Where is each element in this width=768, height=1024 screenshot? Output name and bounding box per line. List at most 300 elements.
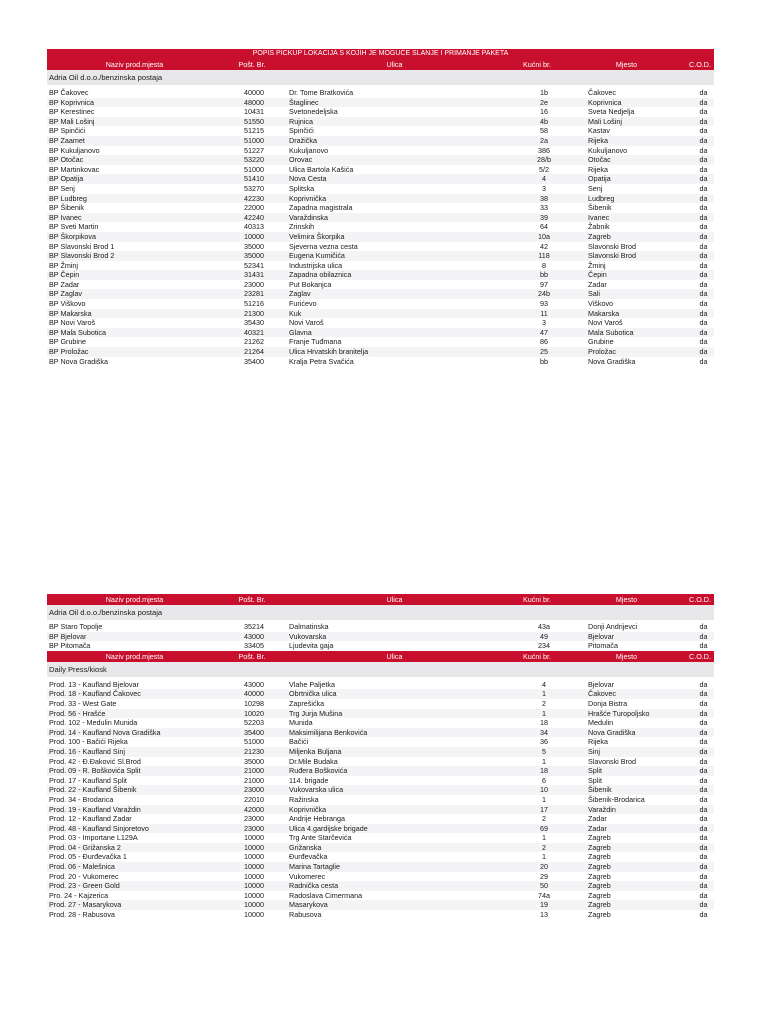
cell-name: BP Ivanec [49,212,82,222]
cell-name: BP Mala Subotica [49,327,107,337]
cell-house-number: 42 [540,241,548,251]
cell-postcode: 31431 [244,270,264,280]
cell-postcode: 43000 [244,631,264,641]
cell-street: Industrijska ulica [289,260,343,270]
cell-name: BP Zaamet [49,135,85,145]
cell-name: Prod. 12 - Kaufland Zadar [49,814,132,824]
cell-postcode: 51000 [244,164,264,174]
cell-postcode: 51000 [244,135,264,145]
cell-house-number: 1 [542,833,546,843]
cell-city: Zagreb [588,871,611,881]
cell-city: Sinj [588,746,600,756]
section-header-adria: Adria Oil d.o.o./benzinska postaja [47,70,714,85]
cell-city: Zagreb [588,842,611,852]
cell-street: Kralja Petra Svačića [289,356,354,366]
cell-cod: da [699,804,708,814]
cell-cod: da [699,135,708,145]
cell-postcode: 23281 [244,289,264,299]
table-row [47,174,714,184]
cell-street: Splitska [289,183,315,193]
cell-name: BP Žminj [49,260,79,270]
cell-city: Zadar [588,279,607,289]
cell-name: Prod. 22 - Kaufland Šibenik [49,785,137,795]
cell-city: Bjelovar [588,679,614,689]
table-row [47,891,714,901]
cell-postcode: 10000 [244,852,264,862]
cell-postcode: 51215 [244,126,264,136]
table-row [47,270,714,280]
cell-postcode: 10000 [244,900,264,910]
table-row [47,843,714,853]
table-row [47,107,714,117]
table-row [47,910,714,920]
cell-house-number: 8 [542,260,546,270]
cell-house-number: 18 [540,718,548,728]
cell-street: Dr. Tome Bratkovića [289,88,354,97]
cell-postcode: 35000 [244,241,264,251]
cell-cod: da [699,241,708,251]
cell-name: BP Opatija [49,174,84,184]
table-body [47,677,714,920]
cell-city: Šibenik-Brodarica [588,794,645,804]
cell-house-number: 2 [542,814,546,824]
cell-name: BP Senj [49,183,75,193]
cell-house-number: 11 [540,308,548,318]
col-header-street: Ulica [386,651,403,661]
cell-postcode: 51227 [244,145,264,155]
cell-name: Prod. 16 - Kaufland Sinj [49,746,125,756]
cell-cod: da [699,203,708,213]
cell-postcode: 53270 [244,183,264,193]
table-row [47,805,714,815]
cell-postcode: 10000 [244,881,264,891]
cell-house-number: 19 [540,900,548,910]
cell-cod: da [699,785,708,795]
cell-postcode: 10298 [244,698,264,708]
cell-name: BP Grubine [49,337,87,347]
cell-city: Otočac [588,155,611,165]
cell-cod: da [699,251,708,261]
table-title: POPIS PICKUP LOKACIJA S KOJIH JE MOGUĆE SLANJE I PRIMANJE PAKETA [47,49,714,59]
cell-postcode: 35430 [244,318,264,328]
table-row [47,814,714,824]
cell-house-number: 2 [542,842,546,852]
cell-cod: da [699,183,708,193]
col-header-house-number: Kućni br. [523,60,551,69]
col-header-city: Mjesto [615,595,638,604]
cell-street: Rabusova [289,910,322,920]
cell-postcode: 21000 [244,766,264,776]
cell-house-number: 33 [540,203,548,213]
cell-cod: da [699,708,708,718]
cell-street: Kukuljanovo [289,145,329,155]
col-header-cod: C.O.D. [689,651,711,661]
table-row [47,718,714,728]
table-row [47,232,714,242]
cell-house-number: bb [540,356,548,366]
table-row [47,289,714,299]
table-row [47,242,714,252]
cell-cod: da [699,766,708,776]
col-header-house-number: Kućni br. [523,595,551,604]
table-row [47,776,714,786]
cell-postcode: 51000 [244,737,264,747]
table-row [47,357,714,367]
cell-cod: da [699,126,708,136]
cell-postcode: 42230 [244,193,264,203]
cell-name: BP Makarska [49,308,92,318]
col-header-postcode: Pošt. Br. [238,595,266,604]
cell-postcode: 40000 [244,689,264,699]
cell-house-number: 1 [542,794,546,804]
table-row [47,795,714,805]
col-header-cod: C.O.D. [689,60,711,69]
cell-cod: da [699,910,708,920]
cell-name: BP Pitomača [49,641,91,651]
table-row [47,117,714,127]
cell-city: Kukuljanovo [588,145,628,155]
table-row [47,689,714,699]
cell-city: Grubine [588,337,614,347]
cell-house-number: 2e [540,97,548,107]
cell-house-number: 39 [540,212,548,222]
cell-postcode: 40321 [244,327,264,337]
cell-cod: da [699,871,708,881]
col-header-house-number: Kućni br. [523,651,551,661]
cell-cod: da [699,337,708,347]
cell-city: Medulin [588,718,614,728]
cell-name: BP Čakovec [49,88,89,97]
table-header [47,651,714,662]
cell-name: BP Proložac [49,347,89,357]
table-row [47,766,714,776]
table-row [47,833,714,843]
pickup-table-2 [47,594,714,920]
table-row [47,126,714,136]
col-header-postcode: Pošt. Br. [238,60,266,69]
cell-postcode: 52341 [244,260,264,270]
col-header-street: Ulica [386,60,403,69]
cell-house-number: 86 [540,337,548,347]
cell-house-number: 2 [542,698,546,708]
cell-street: Ulica Bartola Kašića [289,164,354,174]
cell-cod: da [699,318,708,328]
table-row [47,747,714,757]
cell-house-number: 1 [542,756,546,766]
cell-postcode: 35000 [244,756,264,766]
table-row [47,213,714,223]
cell-street: Nova Cesta [289,174,327,184]
cell-name: BP Viškovo [49,299,86,309]
cell-street: Sjeverna vezna cesta [289,241,358,251]
cell-name: BP Mali Lošinj [49,116,95,126]
cell-street: Rujnica [289,116,313,126]
cell-name: Prod. 23 - Green Gold [49,881,120,891]
cell-street: Koprivnička [289,193,327,203]
cell-street: 114. brigade [289,775,329,785]
cell-house-number: 36 [540,737,548,747]
cell-cod: da [699,852,708,862]
cell-house-number: 10a [538,231,550,241]
cell-street: Zaglav [289,289,311,299]
table-row [47,680,714,690]
cell-name: BP Spinčići [49,126,86,136]
cell-street: Vlahe Paljetka [289,679,335,689]
table-row [47,862,714,872]
cell-house-number: 47 [540,327,548,337]
cell-city: Makarska [588,308,620,318]
cell-city: Zagreb [588,231,611,241]
cell-city: Mali Lošinj [588,116,622,126]
cell-street: Velimira Škorpika [289,231,345,241]
table-row [47,261,714,271]
table-row [47,165,714,175]
table-row [47,824,714,834]
cell-street: Trg Ante Starčevića [289,833,352,843]
cell-street: Zrinskih [289,222,315,232]
cell-name: Prod. 19 - Kaufland Varaždin [49,804,141,814]
cell-street: Ulica Hrvatskih branitelja [289,347,369,357]
cell-street: Vukovarska ulica [289,785,344,795]
cell-house-number: 118 [538,251,550,261]
cell-cod: da [699,270,708,280]
cell-postcode: 10000 [244,862,264,872]
table-row [47,632,714,642]
cell-name: Prod. 03 - Importane L129A [49,833,138,843]
cell-name: Prod. 13 - Kaufland Bjelovar [49,679,139,689]
cell-house-number: 4 [542,679,546,689]
cell-name: BP Šibenik [49,203,85,213]
cell-city: Zagreb [588,881,611,891]
table-row [47,737,714,747]
cell-house-number: 6 [542,775,546,785]
cell-city: Zagreb [588,910,611,920]
cell-street: Zapadna magistrala [289,203,353,213]
cell-name: BP Novi Varoš [49,318,96,328]
cell-house-number: 234 [538,641,550,651]
cell-postcode: 33405 [244,641,264,651]
cell-house-number: 93 [540,299,548,309]
cell-name: BP Otočac [49,155,84,165]
cell-name: BP Bjelovar [49,631,87,641]
cell-house-number: 34 [540,727,548,737]
table-row [47,900,714,910]
cell-cod: da [699,746,708,756]
cell-street: Ulica 4.gardijske brigade [289,823,368,833]
cell-house-number: 4b [540,116,548,126]
cell-postcode: 42240 [244,212,264,222]
cell-city: Zagreb [588,862,611,872]
cell-house-number: 17 [540,804,548,814]
table-header [47,59,714,70]
table-body [47,620,714,651]
cell-city: Sali [588,289,600,299]
cell-city: Bjelovar [588,631,614,641]
cell-name: Prod. 100 - Bačići Rijeka [49,737,128,747]
table-header [47,594,714,605]
cell-cod: da [699,756,708,766]
table-row [47,88,714,98]
cell-street: Trg Jurja Mušina [289,708,343,718]
cell-postcode: 21264 [244,347,264,357]
table-body [47,85,714,366]
table-row [47,203,714,213]
cell-street: Obrtnička ulica [289,689,337,699]
cell-cod: da [699,881,708,891]
cell-postcode: 40313 [244,222,264,232]
cell-name: BP Škorpikova [49,231,97,241]
cell-city: Pitomača [588,641,618,651]
cell-city: Žabnik [588,222,610,232]
cell-postcode: 10020 [244,708,264,718]
cell-city: Čakovec [588,88,616,97]
table-row [47,98,714,108]
col-header-name: Naziv prod.mjesta [105,651,164,661]
cell-street: Orovac [289,155,313,165]
cell-cod: da [699,145,708,155]
cell-city: Viškovo [588,299,614,309]
cell-cod: da [699,718,708,728]
cell-postcode: 52203 [244,718,264,728]
cell-street: Novi Varoš [289,318,324,328]
table-row [47,155,714,165]
cell-cod: da [699,347,708,357]
cell-street: Marina Tartaglie [289,862,341,872]
cell-postcode: 10000 [244,890,264,900]
cell-name: BP Staro Topolje [49,622,103,631]
table-row [47,622,714,632]
cell-house-number: 24b [538,289,550,299]
cell-postcode: 40000 [244,88,264,97]
cell-city: Zagreb [588,833,611,843]
cell-street: Miljenka Buljana [289,746,342,756]
cell-city: Čepin [588,270,607,280]
cell-name: BP Ludbreg [49,193,87,203]
table-row [47,309,714,319]
cell-name: Prod. 48 - Kaufland Sinjoretovo [49,823,149,833]
cell-city: Zagreb [588,890,611,900]
table-row [47,328,714,338]
cell-street: Dr.Mile Budaka [289,756,338,766]
cell-city: Mala Subotica [588,327,634,337]
cell-street: Ražinska [289,794,319,804]
table-row [47,872,714,882]
cell-street: Furićevo [289,299,317,309]
cell-street: Bačići [289,737,309,747]
cell-cod: da [699,107,708,117]
cell-cod: da [699,222,708,232]
col-header-street: Ulica [386,595,403,604]
cell-postcode: 10000 [244,231,264,241]
cell-city: Split [588,775,602,785]
section-header-adria: Adria Oil d.o.o./benzinska postaja [47,605,714,620]
cell-street: Radoslava Cimermana [289,890,363,900]
cell-postcode: 51216 [244,299,264,309]
cell-house-number: 13 [540,910,548,920]
cell-city: Zadar [588,814,607,824]
cell-city: Ludbreg [588,193,615,203]
cell-city: Slavonski Brod [588,251,636,261]
cell-name: BP Nova Gradiška [49,356,108,366]
cell-name: BP Zadar [49,279,80,289]
cell-name: BP Kukuljanovo [49,145,100,155]
cell-cod: da [699,327,708,337]
cell-name: Prod. 14 - Kaufland Nova Gradiška [49,727,161,737]
cell-street: Kuk [289,308,302,318]
cell-postcode: 21300 [244,308,264,318]
cell-city: Zagreb [588,900,611,910]
cell-city: Slavonski Brod [588,756,636,766]
cell-house-number: 20 [540,862,548,872]
cell-street: Maksimilijana Benkovića [289,727,368,737]
cell-city: Nova Gradiška [588,356,636,366]
cell-cod: da [699,842,708,852]
cell-cod: da [699,174,708,184]
table-row [47,318,714,328]
cell-street: Dalmatinska [289,622,329,631]
cell-house-number: 49 [540,631,548,641]
table-row [47,184,714,194]
cell-house-number: 25 [540,347,548,357]
cell-postcode: 35214 [244,622,264,631]
cell-house-number: 1 [542,852,546,862]
table-row [47,757,714,767]
cell-house-number: 3 [542,318,546,328]
cell-house-number: 10 [540,785,548,795]
table-row [47,699,714,709]
cell-cod: da [699,289,708,299]
cell-name: Prod. 33 - West Gate [49,698,117,708]
cell-city: Proložac [588,347,616,357]
cell-street: Zaprešićka [289,698,325,708]
cell-postcode: 35400 [244,356,264,366]
cell-cod: da [699,155,708,165]
cell-postcode: 42000 [244,804,264,814]
cell-postcode: 35400 [244,727,264,737]
cell-street: Spinčići [289,126,314,136]
cell-house-number: 43a [538,622,550,631]
cell-street: Grižanska [289,842,322,852]
table-row [47,728,714,738]
cell-city: Nova Gradiška [588,727,636,737]
cell-postcode: 10000 [244,842,264,852]
cell-street: Svetonedeljska [289,107,338,117]
cell-city: Koprivnica [588,97,622,107]
cell-house-number: 64 [540,222,548,232]
cell-house-number: 28/b [537,155,551,165]
cell-postcode: 53220 [244,155,264,165]
cell-name: Prod. 04 - Grižanska 2 [49,842,121,852]
cell-street: Andrije Hebranga [289,814,345,824]
cell-cod: da [699,679,708,689]
cell-postcode: 23000 [244,279,264,289]
cell-house-number: 5/2 [539,164,549,174]
cell-postcode: 23000 [244,814,264,824]
cell-cod: da [699,862,708,872]
cell-city: Novi Varoš [588,318,623,328]
cell-cod: da [699,356,708,366]
table-row [47,194,714,204]
cell-postcode: 48000 [244,97,264,107]
cell-name: BP Čepin [49,270,80,280]
cell-city: Varaždin [588,804,616,814]
cell-name: Prod. 34 - Brodarica [49,794,114,804]
col-header-city: Mjesto [615,651,638,661]
cell-street: Zapadna obilaznica [289,270,352,280]
cell-street: Vukomerec [289,871,326,881]
cell-cod: da [699,116,708,126]
cell-postcode: 43000 [244,679,264,689]
